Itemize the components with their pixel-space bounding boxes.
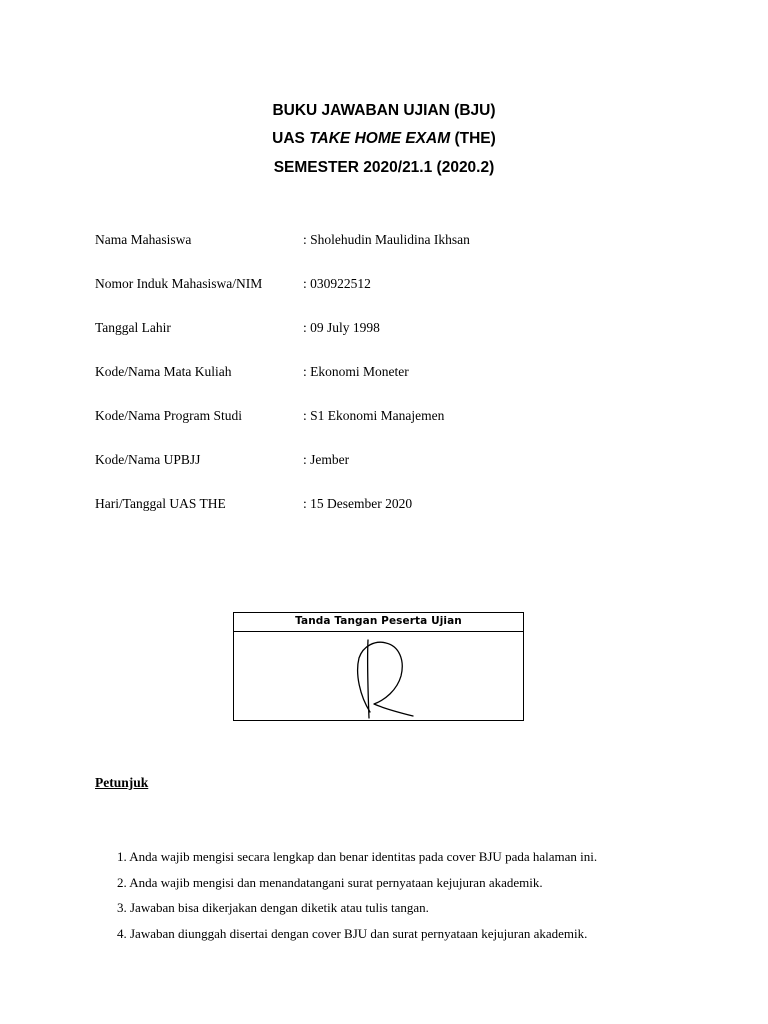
- upbjj-label: Kode/Nama UPBJJ: [95, 452, 201, 467]
- study-program-label: Kode/Nama Program Studi: [95, 408, 242, 423]
- exam-type-title: [0, 129, 768, 149]
- birth-date-label: Tanggal Lahir: [95, 320, 171, 335]
- course-value: : Ekonomi Moneter: [303, 364, 409, 379]
- student-name-value: : Sholehudin Maulidina Ikhsan: [303, 232, 470, 247]
- handwritten-signature: [234, 632, 523, 721]
- instruction-item: 2. Anda wajib mengisi dan menandatangani surat pernyataan kejujuran akademik.: [117, 875, 543, 890]
- upbjj-value: : Jember: [303, 452, 350, 467]
- instruction-item: 1. Anda wajib mengisi secara lengkap dan benar identitas pada cover BJU pada halaman ini.: [117, 849, 598, 864]
- signature-box: [233, 612, 524, 721]
- instruction-item: 4. Jawaban diunggah disertai dengan cover BJU dan surat pernyataan kejujuran akademik.: [117, 926, 588, 941]
- exam-type-suffix: (THE): [450, 130, 496, 147]
- semester-title: SEMESTER 2020/21.1 (2020.2): [273, 159, 495, 176]
- course-label: Kode/Nama Mata Kuliah: [95, 364, 232, 379]
- document-title: BUKU JAWABAN UJIAN (BJU): [272, 102, 496, 119]
- instruction-item: 3. Jawaban bisa dikerjakan dengan diketik atau tulis tangan.: [117, 900, 429, 915]
- student-name-label: Nama Mahasiswa: [95, 232, 192, 247]
- nim-label: Nomor Induk Mahasiswa/NIM: [95, 276, 263, 291]
- signature-area: [234, 632, 523, 721]
- study-program-value: : S1 Ekonomi Manajemen: [303, 408, 445, 423]
- nim-value: : 030922512: [303, 276, 371, 291]
- exam-type-prefix: UAS: [272, 130, 310, 147]
- birth-date-value: : 09 July 1998: [303, 320, 380, 335]
- exam-type-italic: TAKE HOME EXAM: [309, 130, 451, 147]
- signature-box-header: Tanda Tangan Peserta Ujian: [234, 613, 523, 632]
- instructions-heading: Petunjuk: [95, 775, 149, 790]
- exam-date-value: : 15 Desember 2020: [303, 496, 413, 511]
- exam-date-label: Hari/Tanggal UAS THE: [95, 496, 226, 511]
